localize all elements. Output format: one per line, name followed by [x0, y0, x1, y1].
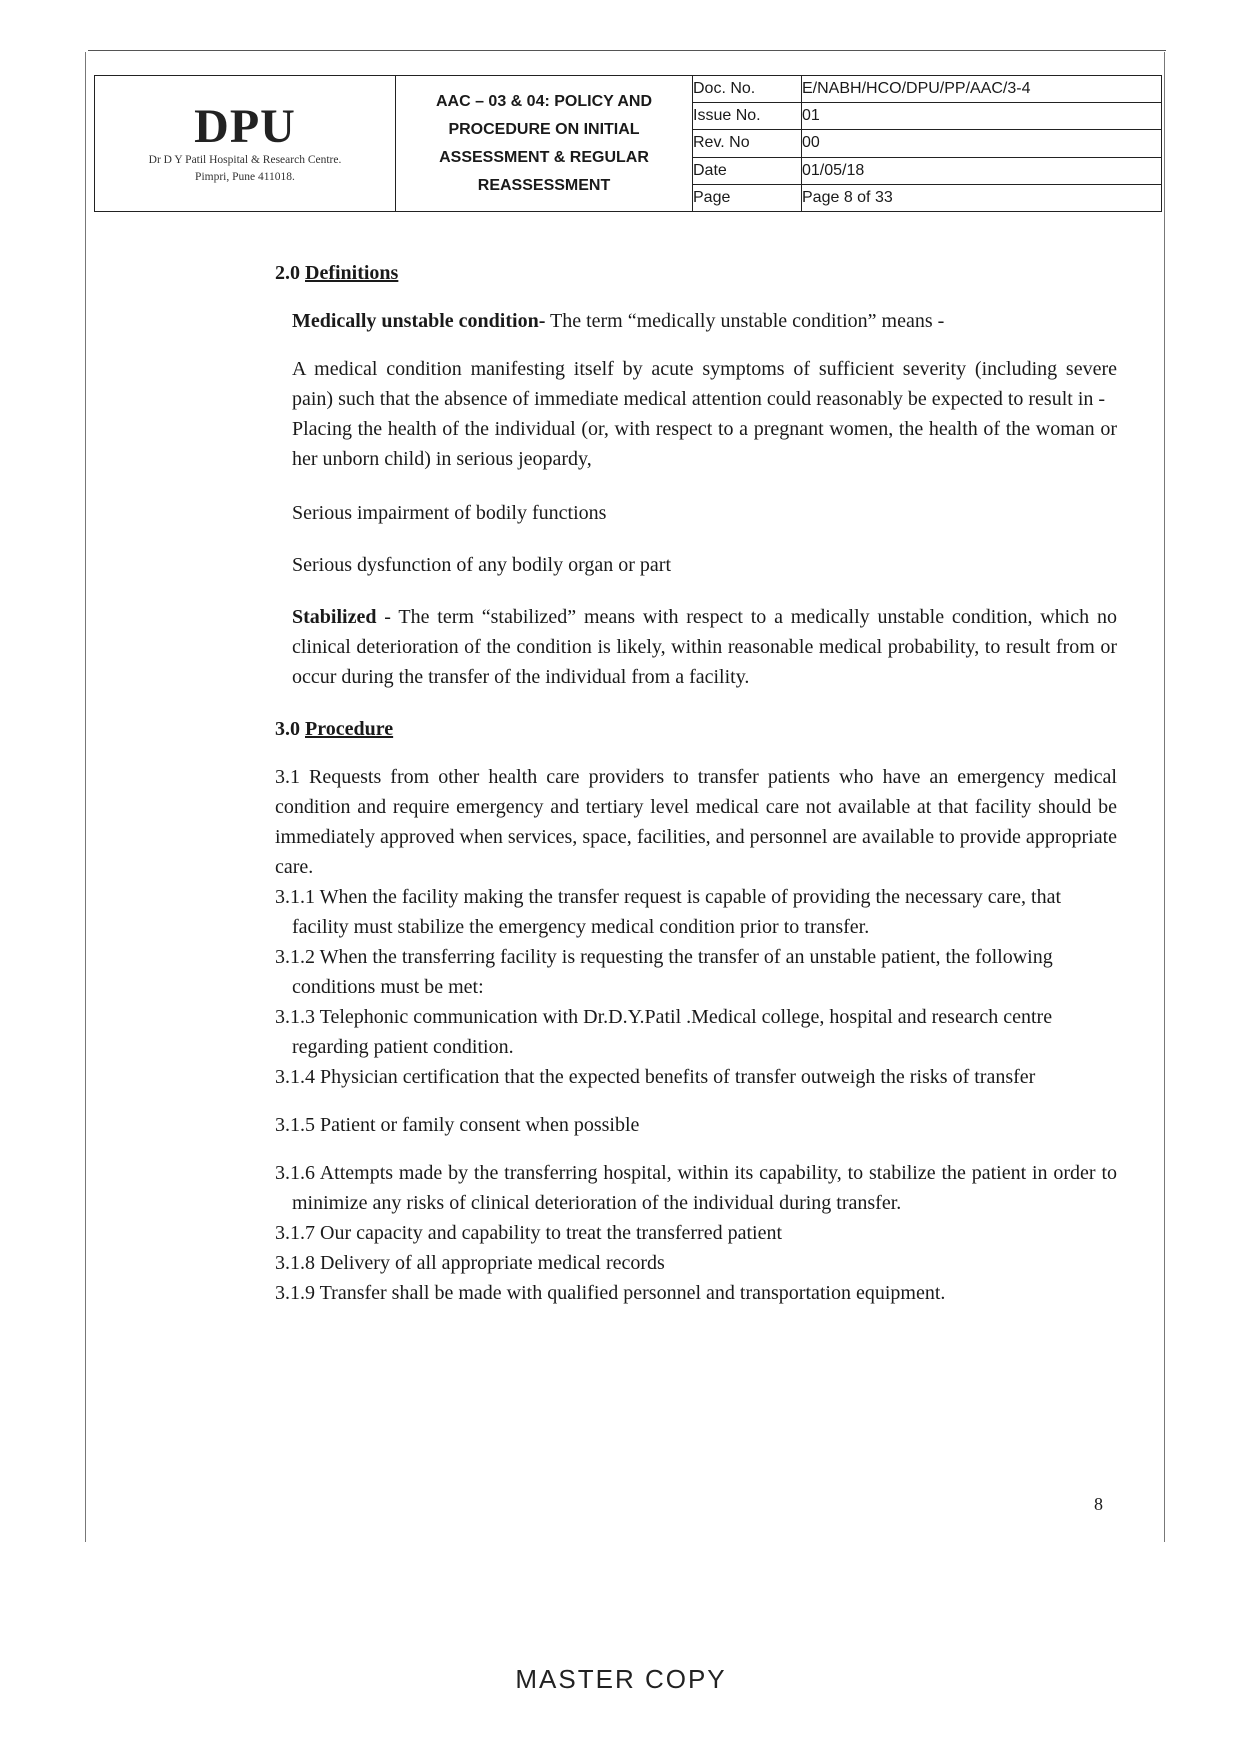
definition-paragraph: Serious impairment of bodily functions	[292, 502, 607, 524]
page-value: Page 8 of 33	[802, 184, 1162, 211]
frame-top-line	[88, 50, 1166, 51]
date-value: 01/05/18	[802, 157, 1162, 184]
section-title: Definitions	[305, 262, 399, 284]
section-number: 3.0	[275, 718, 300, 740]
term-label: Stabilized	[292, 606, 377, 628]
frame-left-line	[85, 52, 86, 1542]
procedure-item: 3.1.3 Telephonic communication with Dr.D.Y.Patil .Medical college, hospital and research centre regarding patient condition.	[275, 1006, 1053, 1058]
document-header-table	[94, 75, 1162, 212]
doc-no-value: E/NABH/HCO/DPU/PP/AAC/3-4	[802, 76, 1162, 103]
term-label: Medically unstable condition-	[292, 310, 546, 332]
section-number: 2.0	[275, 262, 300, 284]
document-body	[275, 258, 1117, 1308]
procedure-item: 3.1.8 Delivery of all appropriate medical records	[275, 1252, 665, 1274]
logo-cell	[95, 76, 396, 212]
procedure-item: 3.1.6 Attempts made by the transferring hospital, within its capability, to stabilize the patient in order to minimize any risks of clinical deterioration of the individual during transfer.	[275, 1162, 1117, 1214]
definition-paragraph: A medical condition manifesting itself by acute symptoms of sufficient severity (including severe pain) such that the absence of immediate medical attention could reasonably be expected to result in -	[292, 358, 1117, 410]
stabilized-definition	[292, 602, 1117, 692]
procedure-paragraph	[275, 762, 1117, 882]
procedure-heading	[275, 714, 1117, 744]
page-number: 8	[1094, 1494, 1103, 1514]
unstable-definition	[292, 306, 1117, 336]
dpu-logo: DPU	[194, 99, 296, 153]
title-line: ASSESSMENT & REGULAR	[439, 148, 649, 166]
document-title	[396, 76, 693, 212]
definition-paragraph: Placing the health of the individual (or, with respect to a pregnant women, the health of the woman or her unborn child) in serious jeopardy,	[292, 418, 1117, 470]
frame-right-line	[1164, 52, 1165, 1542]
master-copy-stamp: MASTER COPY	[515, 1664, 727, 1694]
procedure-item: 3.1.5 Patient or family consent when possible	[275, 1114, 640, 1136]
definitions-heading	[275, 258, 1117, 288]
hospital-name: Dr D Y Patil Hospital & Research Centre.	[148, 153, 342, 166]
hospital-address: Pimpri, Pune 411018.	[195, 170, 295, 183]
issue-no-label: Issue No.	[693, 103, 802, 130]
section-title: Procedure	[305, 718, 394, 740]
term-text: The term “medically unstable condition” means -	[545, 310, 945, 332]
clause-text: Requests from other health care providers to transfer patients who have an emergency medical condition and require emergency and tertiary level medical care not available at that facility should be immediately approved when services, space, facilities, and personnel are available to provide appropriate care.	[275, 766, 1117, 878]
procedure-item: 3.1.2 When the transferring facility is requesting the transfer of an unstable patient, the following conditions must be met:	[275, 946, 1053, 998]
procedure-item: 3.1.1 When the facility making the transfer request is capable of providing the necessary care, that facility must stabilize the emergency medical condition prior to transfer.	[275, 886, 1062, 938]
rev-no-label: Rev. No	[693, 130, 802, 157]
term-text: - The term “stabilized” means with respect to a medically unstable condition, which no clinical deterioration of the condition is likely, within reasonable medical probability, to result from or occur during the transfer of the individual from a facility.	[292, 606, 1117, 688]
procedure-item: 3.1.9 Transfer shall be made with qualified personnel and transportation equipment.	[275, 1282, 946, 1304]
doc-no-label: Doc. No.	[693, 76, 802, 103]
issue-no-value: 01	[802, 103, 1162, 130]
procedure-item: 3.1.7 Our capacity and capability to treat the transferred patient	[275, 1222, 783, 1244]
page-label: Page	[693, 184, 802, 211]
title-line: PROCEDURE ON INITIAL	[448, 120, 640, 138]
procedure-item: 3.1.4 Physician certification that the expected benefits of transfer outweigh the risks of transfer	[275, 1066, 1036, 1088]
rev-no-value: 00	[802, 130, 1162, 157]
title-line: REASSESSMENT	[477, 176, 611, 194]
definitions-body	[292, 306, 1117, 692]
clause-number: 3.1	[275, 766, 300, 788]
date-label: Date	[693, 157, 802, 184]
title-line: AAC – 03 & 04: POLICY AND	[435, 92, 653, 110]
definition-paragraph: Serious dysfunction of any bodily organ or part	[292, 554, 672, 576]
